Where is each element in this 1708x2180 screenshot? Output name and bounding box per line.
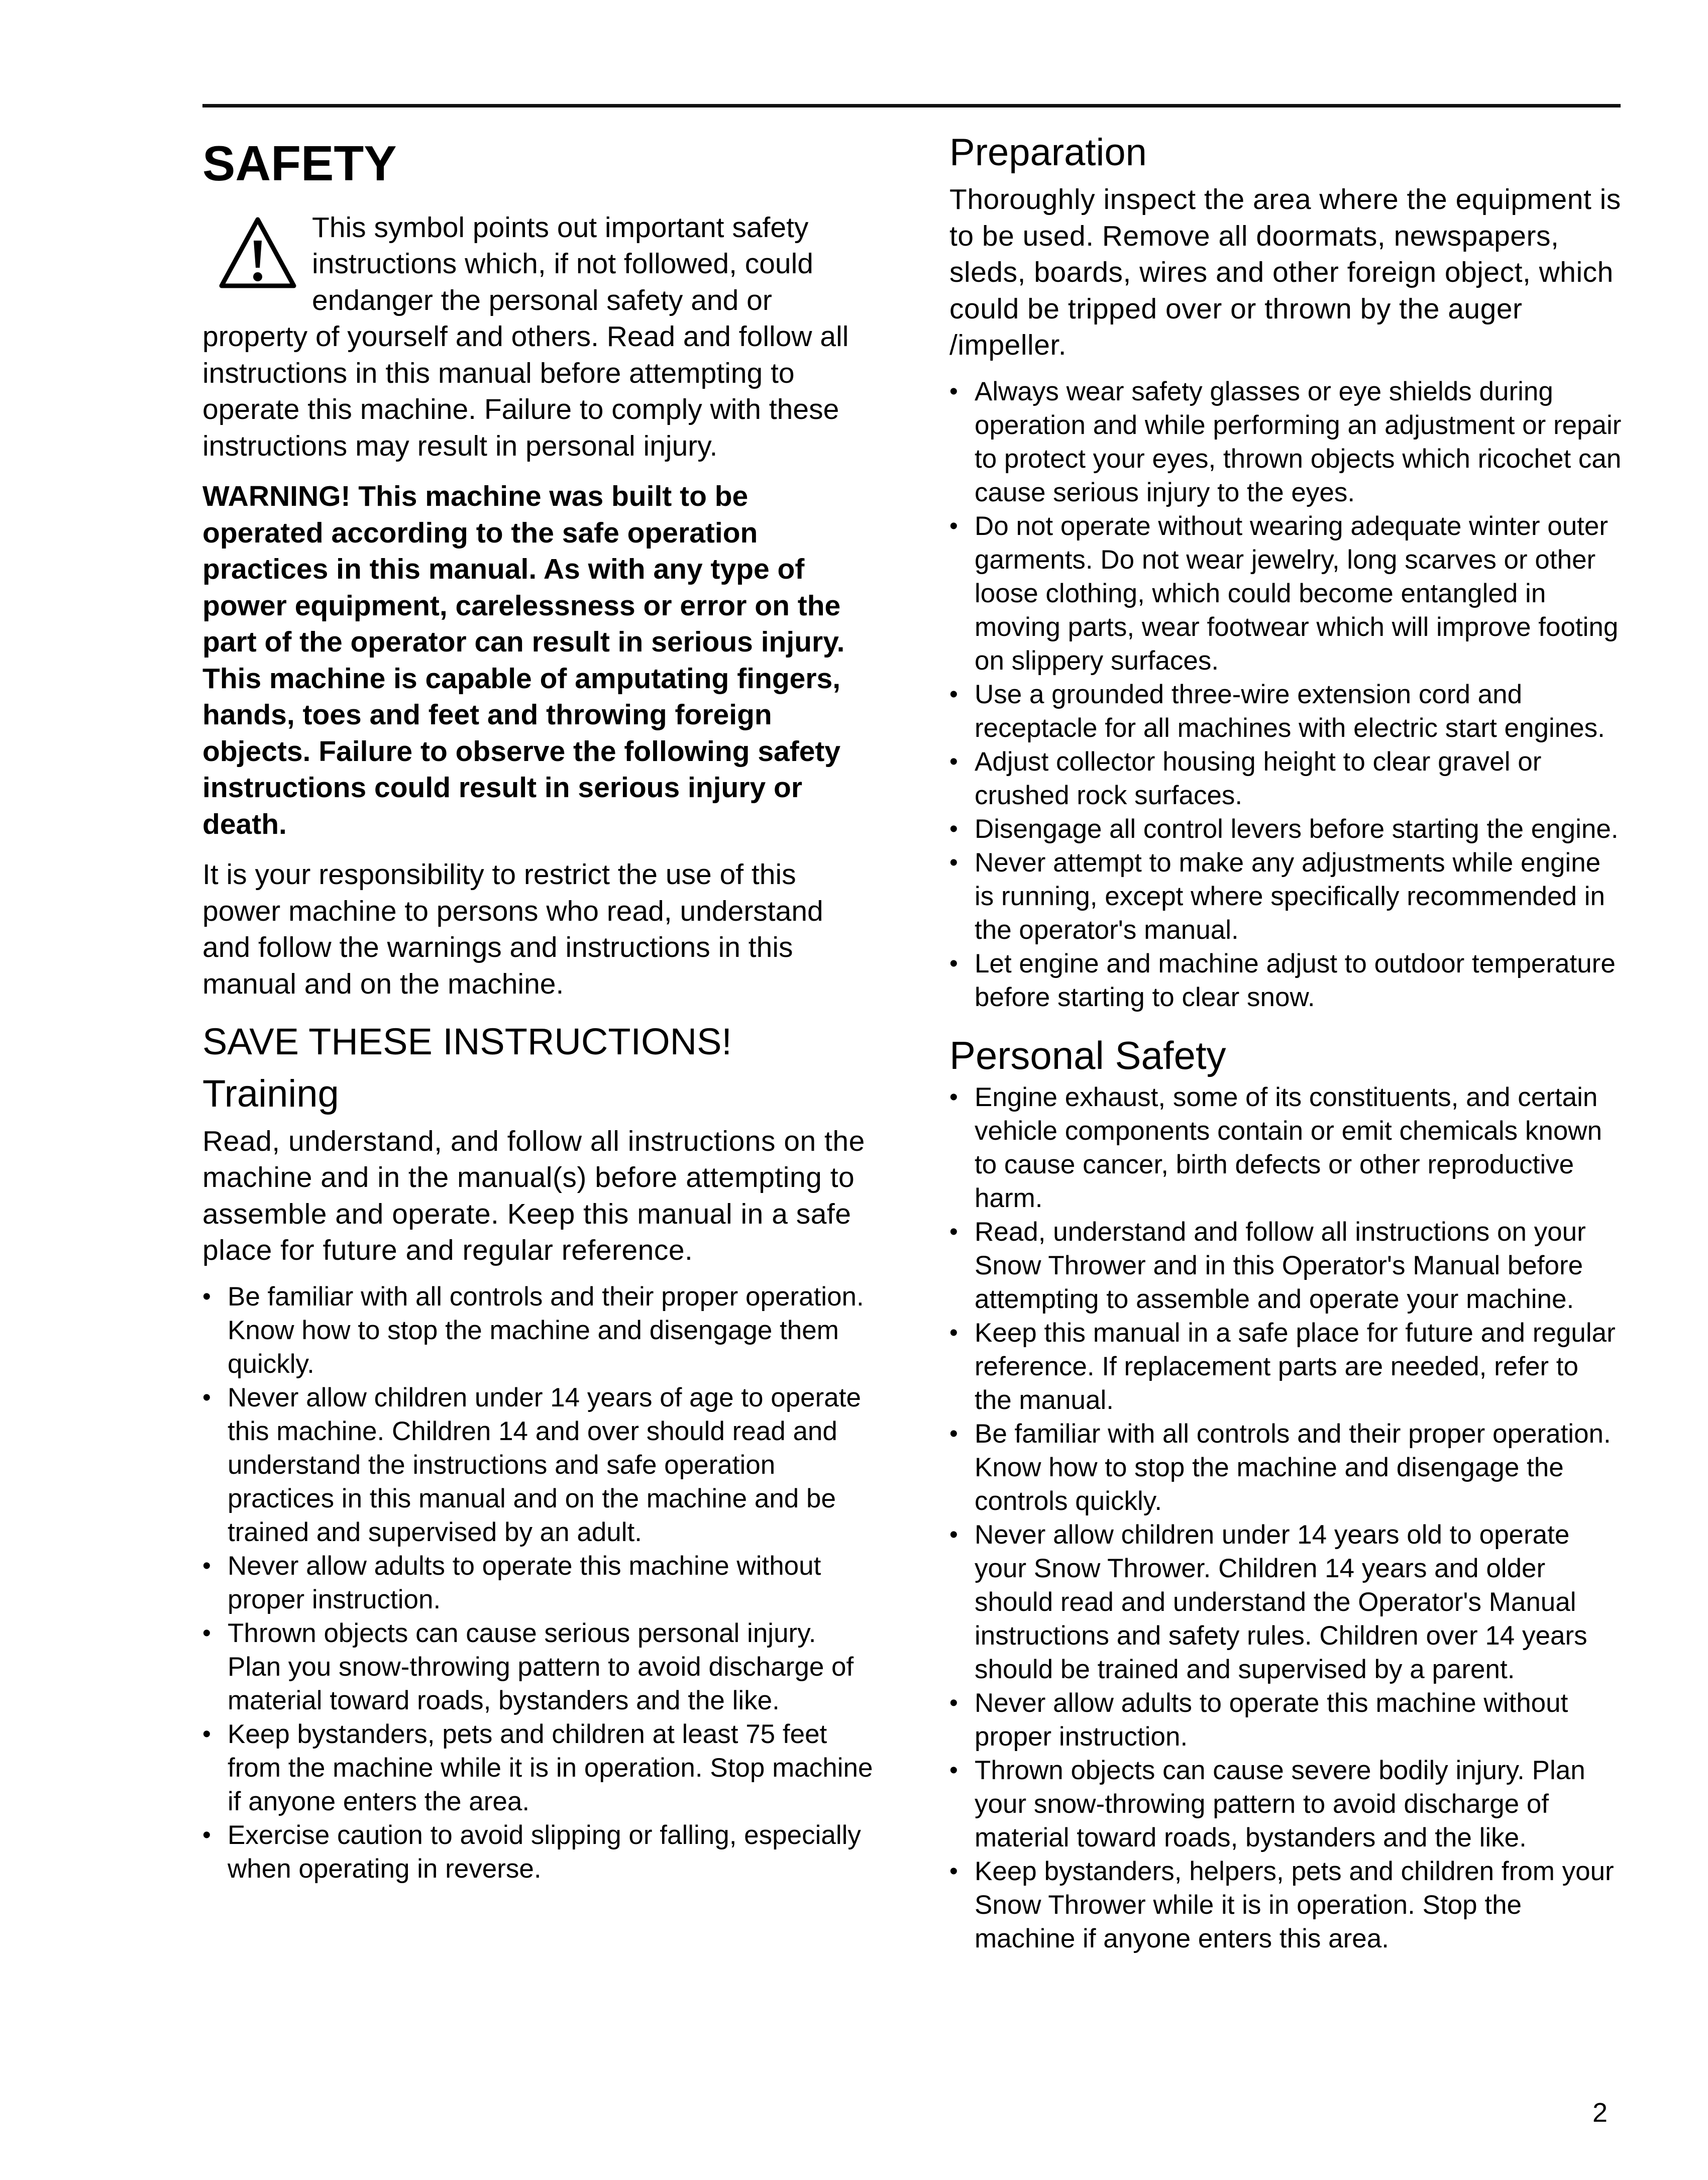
preparation-list xyxy=(949,375,1623,1014)
training-list xyxy=(202,1280,876,1886)
list-item: • Thrown objects can cause severe bodily injury. Plan your snow-throwing pattern to avoid discharge of material toward roads, bystanders and the like. xyxy=(949,1754,1623,1855)
list-item: • Engine exhaust, some of its constituents, and certain vehicle components contain or emit chemicals known to cause cancer, birth defects or other reproductive harm. xyxy=(949,1080,1623,1215)
top-rule xyxy=(202,104,1621,107)
list-item: • Disengage all control levers before starting the engine. xyxy=(949,812,1623,846)
list-item: • Be familiar with all controls and their proper operation. Know how to stop the machine and disengage them quickly. xyxy=(202,1280,876,1381)
list-item: • Never allow adults to operate this machine without proper instruction. xyxy=(202,1549,876,1616)
list-item: • Exercise caution to avoid slipping or falling, especially when operating in reverse. xyxy=(202,1818,876,1886)
list-item: • Use a grounded three-wire extension cord and receptacle for all machines with electric start engines. xyxy=(949,678,1623,745)
warning-text: WARNING! This machine was built to be operated according to the safe operation practices in this manual. As with any type of power equipment, carelessness or error on the part of the operator can result in serious injury. This machine is capable of amputating fingers, hands, toes and feet and throwing foreign objects. Failure to observe the following safety instructions could result in serious injury or death. xyxy=(202,480,845,840)
page-title: SAFETY xyxy=(202,136,397,191)
responsibility-text: It is your responsibility to restrict the use of this power machine to persons who read, understand and follow the warnings and instructions in this manual and on the machine. xyxy=(202,858,823,1000)
training-lead: Read, understand, and follow all instructions on the machine and in the manual(s) before attempting to assemble and operate. Keep this manual in a safe place for future and regular reference. xyxy=(202,1125,865,1267)
training-heading: Training xyxy=(202,1072,339,1116)
personal-safety-list xyxy=(949,1080,1623,1955)
list-item: • Never allow children under 14 years of age to operate this machine. Children 14 and over should read and understand the instructions and safe operation practices in this manual and on the machine and be trained and supervised by an adult. xyxy=(202,1381,876,1549)
list-item: • Never attempt to make any adjustments while engine is running, except where specifically recommended in the operator's manual. xyxy=(949,846,1623,947)
list-item: • Keep bystanders, pets and children at least 75 feet from the machine while it is in operation. Stop machine if anyone enters the area. xyxy=(202,1717,876,1818)
list-item: • Let engine and machine adjust to outdoor temperature before starting to clear snow. xyxy=(949,947,1623,1014)
list-item: • Do not operate without wearing adequate winter outer garments. Do not wear jewelry, long scarves or other loose clothing, which could become entangled in moving parts, wear footwear which will improve footing on slippery surfaces. xyxy=(949,509,1623,678)
personal-safety-heading: Personal Safety xyxy=(949,1033,1226,1077)
intro-symbol-text: This symbol points out important safety instructions which, if not followed, could endanger the personal safety and or property of yourself and others. Read and follow all instructions in this manual before attempting to operate this machine. Failure to comply with these instructions may result in personal injury. xyxy=(202,211,849,462)
save-instructions-heading: SAVE THESE INSTRUCTIONS! xyxy=(202,1021,732,1063)
list-item: • Never allow children under 14 years old to operate your Snow Thrower. Children 14 years and older should read and understand the Operator's Manual instructions and safety rules. Children over 14 years should be trained and supervised by a parent. xyxy=(949,1518,1623,1686)
list-item: • Keep bystanders, helpers, pets and children from your Snow Thrower while it is in operation. Stop the machine if anyone enters this area. xyxy=(949,1855,1623,1955)
list-item: • Thrown objects can cause serious personal injury. Plan you snow-throwing pattern to avoid discharge of material toward roads, bystanders and the like. xyxy=(202,1616,876,1717)
right-column xyxy=(949,131,1623,1955)
list-item: • Be familiar with all controls and their proper operation. Know how to stop the machine and disengage the controls quickly. xyxy=(949,1417,1623,1518)
left-column xyxy=(202,131,876,1886)
preparation-heading: Preparation xyxy=(949,131,1147,174)
list-item: • Never allow adults to operate this machine without proper instruction. xyxy=(949,1686,1623,1754)
list-item: • Adjust collector housing height to clear gravel or crushed rock surfaces. xyxy=(949,745,1623,812)
page-number: 2 xyxy=(1592,2098,1608,2128)
warning-triangle-icon xyxy=(218,215,298,291)
list-item: • Always wear safety glasses or eye shields during operation and while performing an adjustment or repair to protect your eyes, thrown objects which ricochet can cause serious injury to the eyes. xyxy=(949,375,1623,509)
preparation-lead: Thoroughly inspect the area where the equipment is to be used. Remove all doormats, newspapers, sleds, boards, wires and other foreign object, which could be tripped over or thrown by the auger /impeller. xyxy=(949,183,1621,362)
safety-symbol-block xyxy=(202,209,876,465)
list-item: • Keep this manual in a safe place for future and regular reference. If replacement parts are needed, refer to the manual. xyxy=(949,1316,1623,1417)
list-item: • Read, understand and follow all instructions on your Snow Thrower and in this Operator's Manual before attempting to assemble and operate your machine. xyxy=(949,1215,1623,1316)
